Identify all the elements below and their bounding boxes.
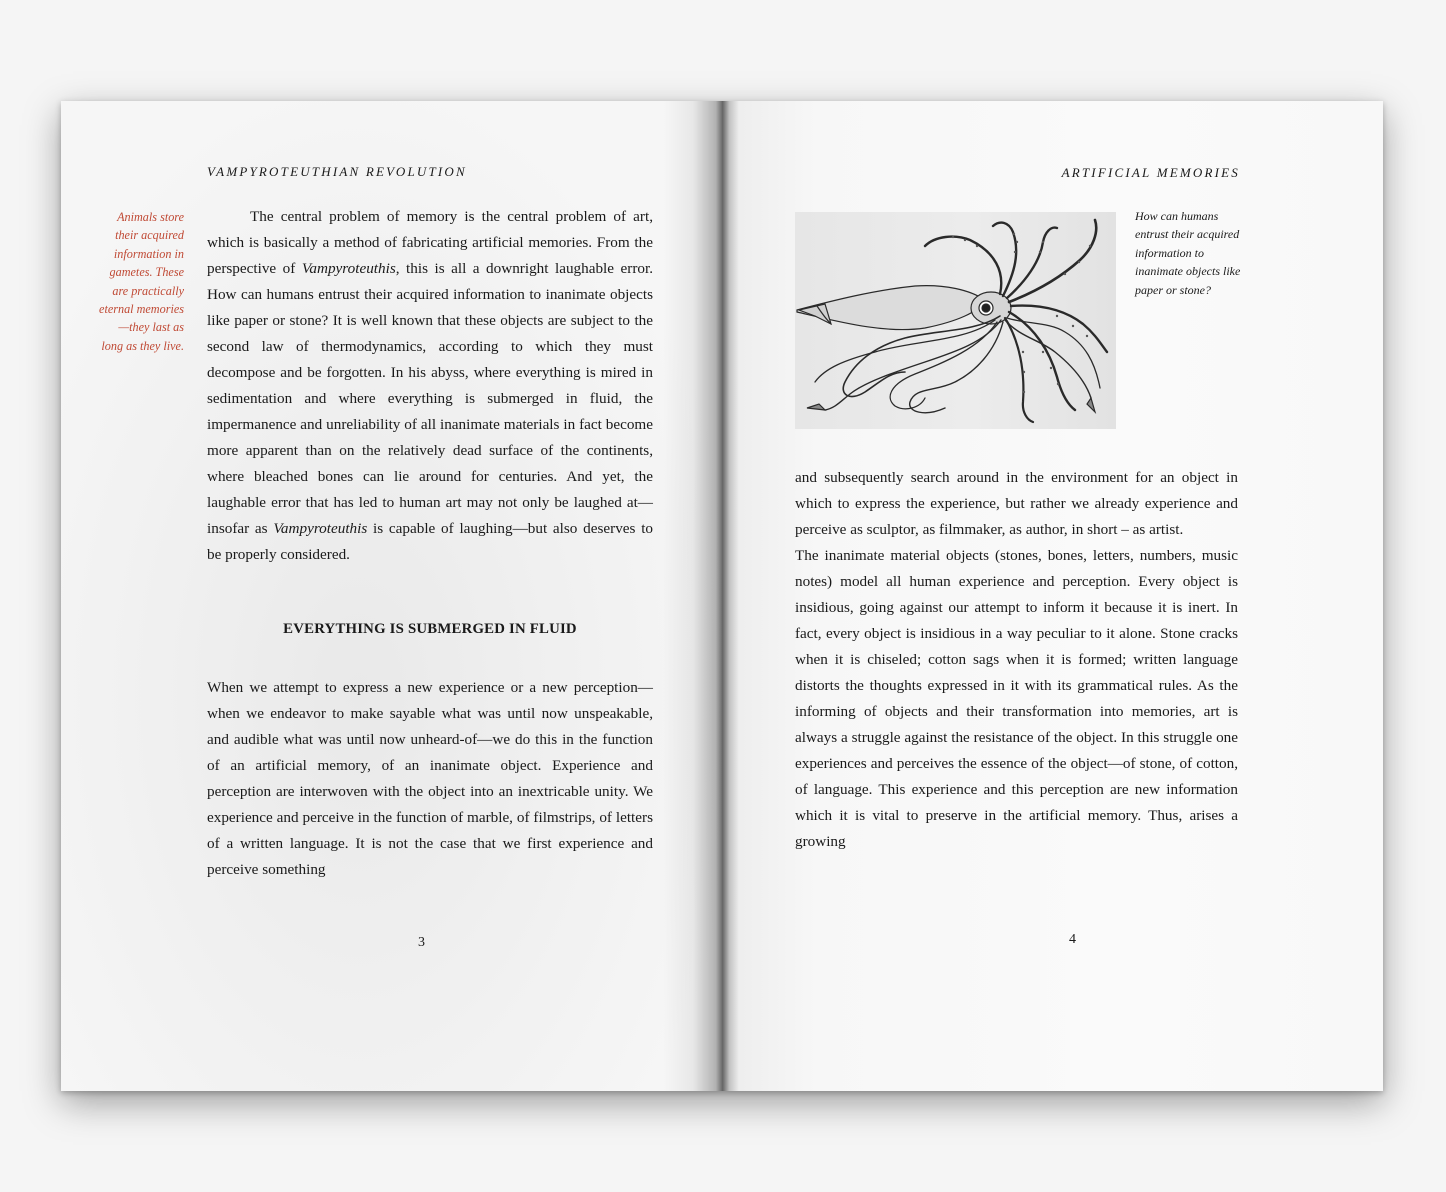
left-page xyxy=(61,101,723,1091)
italic-term: Vampyroteuthis xyxy=(273,520,368,537)
right-body-text xyxy=(795,465,1238,855)
text-run: The central problem of memory is the central problem of art, which is basically a method of fabricating artificial memories. From the perspective of xyxy=(207,208,653,277)
running-head-right: ARTIFICIAL MEMORIES xyxy=(1061,165,1240,180)
squid-drawing xyxy=(795,212,1116,429)
running-head-left: VAMPYROTEUTHIAN REVOLUTION xyxy=(207,164,467,179)
paragraph-text: When we attempt to express a new experience or a new perception—when we endeavor to make sayable what was until now unspeakable, and audible what was until now unheard-of—we do this in the function of an artificial memory, of an inanimate object. Experience and perception are interwoven with the object into an inextricable unity. We experience and perceive in the function of marble, of filmstrips, of letters of a written language. It is not the case that we first experience and perceive something xyxy=(207,679,653,878)
right-paragraph-1: and subsequently search around in the environment for an object in which to express the experience, but rather we already experience and perceive as sculptor, as filmmaker, as author, in short – as artist. xyxy=(795,469,1238,538)
italic-term: Vampyroteuthis xyxy=(301,260,396,277)
squid-illustration xyxy=(795,212,1116,429)
right-page xyxy=(723,101,1383,1091)
page-number-right: 4 xyxy=(1069,932,1076,947)
section-heading: EVERYTHING IS SUBMERGED IN FLUID xyxy=(283,621,577,637)
page-number-left: 3 xyxy=(418,935,425,950)
text-run: is capable of laughing—but also deserves to be properly considered. xyxy=(207,520,654,563)
margin-note: Animals store their acquired information in gametes. These are practically eternal memories—they last as long as they live. xyxy=(99,210,184,353)
right-paragraph-2: The inanimate material objects (stones, bones, letters, numbers, music notes) model all human experience and perception. Every object is insidious, going against our attempt to inform it because it is inert. In fact, every object is insidious in a way peculiar to it alone. Stone cracks when it is chiseled; cotton sags when it is formed; written language distorts the thoughts expressed in it with its grammatical rules. As the informing of objects and their transformation into memories, art is always a struggle against the resistance of the object. In this struggle one experiences and perceives the essence of the object—of stone, of cotton, of language. This experience and this perception are new information which it is vital to preserve in the artificial memory. Thus, arises a growing xyxy=(795,547,1238,850)
text-run: , this is all a downright laughable error. How can humans entrust their acquired information to inanimate objects like paper or stone? It is well known that these objects are subject to the second law of thermodynamics, according to which they must decompose and be forgotten. In his abyss, where everything is mired in sedimentation and where everything is submerged in fluid, the impermanence and unreliability of all inanimate materials in fact become more apparent than on the relatively dead surface of the continents, where bleached bones can lie around for centuries. And yet, the laughable error that has led to human art may not only be laughed at—insofar as xyxy=(207,260,653,537)
figure-caption: How can humans entrust their acquired information to inanimate objects like paper or stone? xyxy=(1135,209,1241,297)
open-book xyxy=(61,101,1383,1091)
left-paragraph-2 xyxy=(207,675,653,883)
left-paragraph-1 xyxy=(207,204,653,568)
